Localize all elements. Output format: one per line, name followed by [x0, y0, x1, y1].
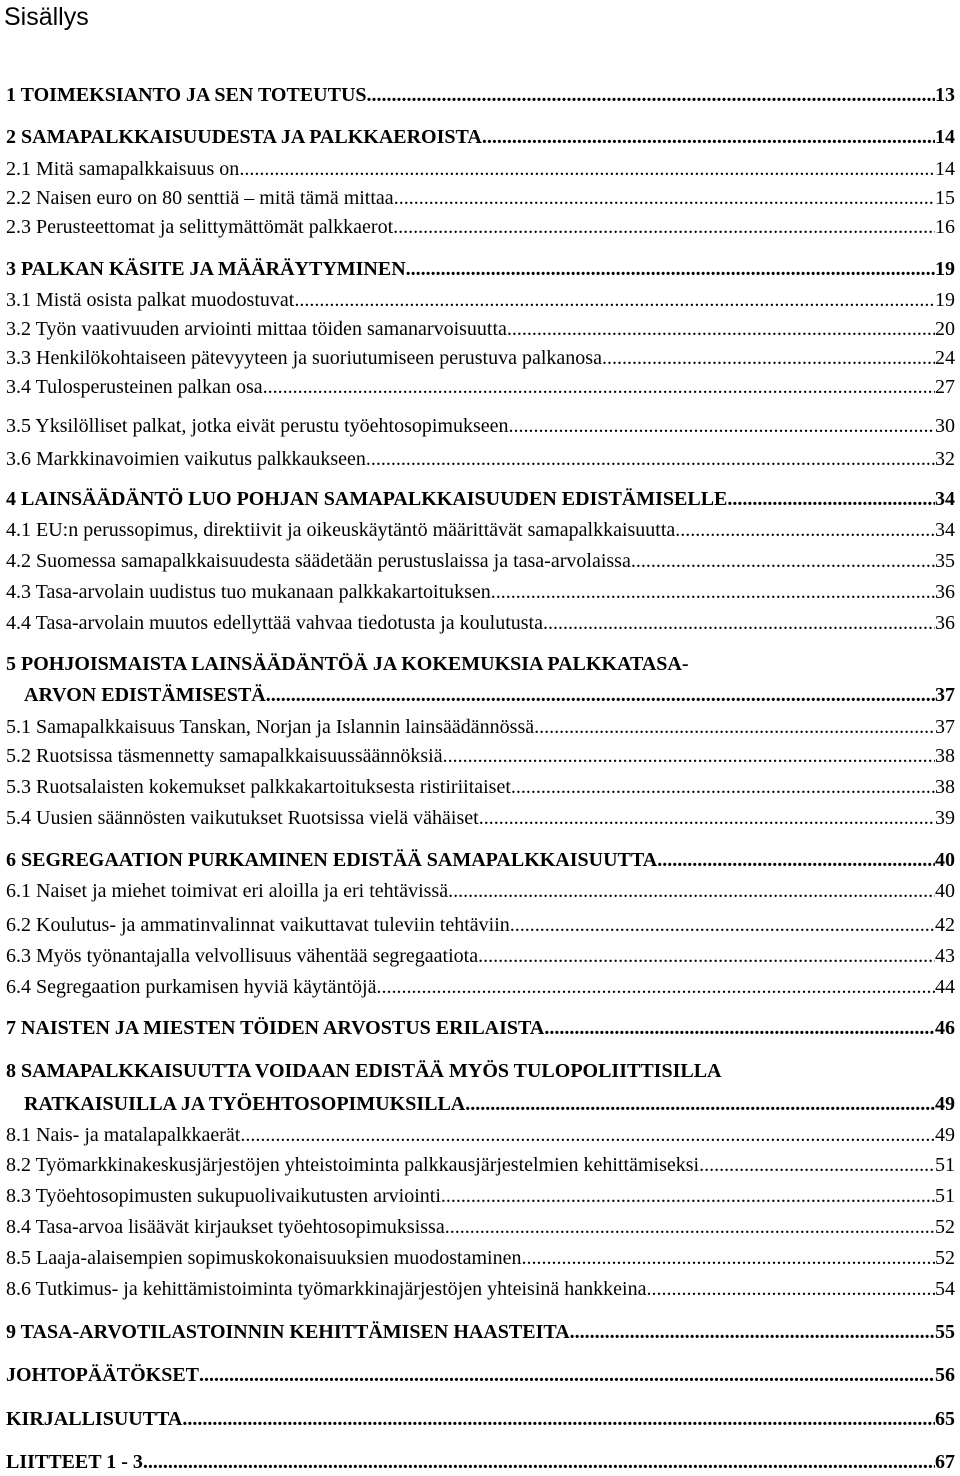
toc-chapter-entry[interactable] — [6, 1405, 955, 1433]
toc-page-number: 49 — [935, 1124, 955, 1146]
dot-leader — [199, 1361, 935, 1389]
toc-section-entry[interactable] — [6, 1275, 955, 1303]
dot-leader — [445, 1213, 935, 1241]
toc-section-entry[interactable] — [6, 1182, 955, 1210]
dot-leader — [482, 123, 935, 151]
toc-chapter-entry[interactable] — [6, 1448, 955, 1476]
dot-leader — [646, 1275, 935, 1303]
toc-page-number: 37 — [935, 716, 955, 738]
toc-section-entry[interactable] — [6, 373, 955, 401]
toc-page-number: 40 — [935, 849, 955, 871]
dot-leader — [631, 547, 935, 575]
toc-entry-title: 3.6 Markkinavoimien vaikutus palkkaukseen — [6, 448, 366, 470]
toc-entry-title: 6.2 Koulutus- ja ammatinvalinnat vaikuttavat tuleviin tehtäviin — [6, 914, 510, 936]
toc-section-entry[interactable] — [6, 1213, 955, 1241]
toc-section-entry[interactable] — [6, 315, 955, 343]
toc-section-entry[interactable] — [6, 213, 955, 241]
toc-page-number: 46 — [935, 1017, 955, 1039]
toc-entry-title: 5.1 Samapalkkaisuus Tanskan, Norjan ja Islannin lainsäädännössä — [6, 716, 535, 738]
toc-entry-title: 5.2 Ruotsissa täsmennetty samapalkkaisuussäännöksiä — [6, 745, 443, 767]
toc-entry-title: 3.4 Tulosperusteinen palkan osa — [6, 376, 263, 398]
dot-leader — [239, 155, 935, 183]
toc-section-entry[interactable] — [6, 412, 955, 440]
toc-section-entry[interactable] — [6, 1121, 955, 1149]
toc-chapter-entry[interactable] — [6, 1057, 955, 1085]
toc-page-number: 24 — [935, 347, 955, 369]
toc-entry-title: 1 TOIMEKSIANTO JA SEN TOTEUTUS — [6, 84, 367, 106]
toc-section-entry[interactable] — [6, 445, 955, 473]
dot-leader — [534, 713, 935, 741]
toc-entry-title: 6.3 Myös työnantajalla velvollisuus vähentää segregaatiota — [6, 945, 479, 967]
toc-entry-title: 4.2 Suomessa samapalkkaisuudesta säädetään perustuslaissa ja tasa-arvolaissa — [6, 550, 631, 572]
toc-entry-title: 7 NAISTEN JA MIESTEN TÖIDEN ARVOSTUS ERILAISTA — [6, 1017, 545, 1039]
toc-entry-title: LIITTEET 1 - 3. — [6, 1451, 148, 1473]
toc-entry-title: 3.3 Henkilökohtaiseen pätevyyteen ja suoriutumiseen perustuva palkanosa — [6, 347, 602, 369]
toc-page-number: 43 — [935, 945, 955, 967]
toc-section-entry[interactable] — [6, 547, 955, 575]
toc-page-number: 38 — [935, 776, 955, 798]
toc-page-number: 36 — [935, 612, 955, 634]
dot-leader — [699, 1151, 935, 1179]
toc-page-number: 42 — [935, 914, 955, 936]
toc-section-entry[interactable] — [6, 911, 955, 939]
toc-section-entry[interactable] — [6, 713, 955, 741]
toc-chapter-entry[interactable] — [6, 255, 955, 283]
toc-entry-title: 4.4 Tasa-arvolain muutos edellyttää vahvaa tiedotusta ja koulutusta — [6, 612, 543, 634]
toc-entry-title: 4.3 Tasa-arvolain uudistus tuo mukanaan palkkakartoituksen — [6, 581, 491, 603]
dot-leader — [544, 1014, 935, 1042]
toc-page-number: 44 — [935, 976, 955, 998]
dot-leader — [443, 742, 935, 770]
toc-page-number: 20 — [935, 318, 955, 340]
toc-entry-title: 2.3 Perusteettomat ja selittymättömät palkkaerot — [6, 216, 394, 238]
toc-entry-title: 5.4 Uusien säännösten vaikutukset Ruotsissa vielä vähäiset — [6, 807, 479, 829]
dot-leader — [266, 681, 935, 709]
toc-page-number: 67 — [935, 1451, 955, 1473]
dot-leader — [441, 1182, 935, 1210]
toc-section-entry[interactable] — [6, 1151, 955, 1179]
toc-entry-title: 8 SAMAPALKKAISUUTTA VOIDAAN EDISTÄÄ MYÖS TULOPOLIITTISILLA — [6, 1060, 722, 1082]
toc-page-number: 35 — [935, 550, 955, 572]
toc-page-number: 55 — [935, 1321, 955, 1343]
toc-chapter-entry[interactable] — [6, 1014, 955, 1042]
toc-entry-title: 6.1 Naiset ja miehet toimivat eri aloilla ja eri tehtävissä — [6, 880, 449, 902]
toc-page-number: 15 — [935, 187, 955, 209]
dot-leader — [727, 485, 935, 513]
toc-entry-title: 3.2 Työn vaativuuden arviointi mittaa töiden samanarvoisuutta — [6, 318, 507, 340]
toc-page-number: 27 — [935, 376, 955, 398]
toc-entry-title: 8.2 Työmarkkinakeskusjärjestöjen yhteistoiminta palkkausjärjestelmien kehittämiseksi — [6, 1154, 700, 1176]
dot-leader — [675, 516, 935, 544]
toc-page-number: 65 — [935, 1408, 955, 1430]
toc-chapter-entry[interactable] — [6, 1361, 955, 1389]
toc-page-number: 30 — [935, 415, 955, 437]
dot-leader — [543, 609, 935, 637]
toc-page-number: 40 — [935, 880, 955, 902]
toc-entry-title: 5.3 Ruotsalaisten kokemukset palkkakartoituksesta ristiriitaiset — [6, 776, 511, 798]
toc-section-entry[interactable] — [6, 155, 955, 183]
toc-entry-title: 3 PALKAN KÄSITE JA MÄÄRÄYTYMINEN — [6, 258, 406, 280]
toc-entry-title: 8.5 Laaja-alaisempien sopimuskokonaisuuksien muodostaminen — [6, 1247, 522, 1269]
toc-entry-title: 5 POHJOISMAISTA LAINSÄÄDÄNTÖÄ JA KOKEMUKSIA PALKKATASA- — [6, 653, 689, 675]
toc-section-entry[interactable] — [6, 804, 955, 832]
toc-entry-title: 8.6 Tutkimus- ja kehittämistoiminta työmarkkinajärjestöjen yhteisinä hankkeina — [6, 1278, 647, 1300]
toc-entry-title: 8.4 Tasa-arvoa lisäävät kirjaukset työehtosopimuksissa — [6, 1216, 445, 1238]
dot-leader — [657, 846, 935, 874]
toc-section-entry[interactable] — [6, 942, 955, 970]
dot-leader — [511, 773, 935, 801]
toc-section-entry[interactable] — [6, 516, 955, 544]
dot-leader — [148, 1448, 935, 1476]
toc-page-number: 51 — [935, 1154, 955, 1176]
dot-leader — [367, 81, 935, 109]
toc-entry-title: KIRJALLISUUTTA — [6, 1408, 183, 1430]
toc-entry-title: 6.4 Segregaation purkamisen hyviä käytäntöjä — [6, 976, 377, 998]
dot-leader — [479, 804, 935, 832]
toc-page-number: 39 — [935, 807, 955, 829]
toc-page-number: 49 — [935, 1093, 955, 1115]
dot-leader — [491, 578, 935, 606]
dot-leader — [521, 1244, 935, 1272]
toc-section-entry[interactable] — [6, 286, 955, 314]
toc-page-number: 38 — [935, 745, 955, 767]
dot-leader — [509, 412, 935, 440]
toc-section-entry[interactable] — [6, 609, 955, 637]
toc-entry-title: 4 LAINSÄÄDÄNTÖ LUO POHJAN SAMAPALKKAISUUDEN EDISTÄMISELLE — [6, 488, 728, 510]
dot-leader — [448, 877, 935, 905]
toc-page-number: 37 — [935, 684, 955, 706]
toc-entry-title: 9 TASA-ARVOTILASTOINNIN KEHITTÄMISEN HAASTEITA — [6, 1321, 570, 1343]
dot-leader — [294, 286, 935, 314]
toc-page-number: 52 — [935, 1247, 955, 1269]
dot-leader — [376, 973, 935, 1001]
dot-leader — [240, 1121, 935, 1149]
toc-page-number: 51 — [935, 1185, 955, 1207]
dot-leader — [507, 315, 935, 343]
dot-leader — [602, 344, 935, 372]
toc-page-number: 13 — [935, 84, 955, 106]
toc-chapter-entry[interactable] — [6, 650, 955, 678]
toc-entry-title: 2.2 Naisen euro on 80 senttiä – mitä tämä mittaa — [6, 187, 394, 209]
toc-section-entry[interactable] — [6, 578, 955, 606]
toc-chapter-entry[interactable] — [6, 1090, 955, 1118]
toc-page-number: 36 — [935, 581, 955, 603]
toc-entry-title: 6 SEGREGAATION PURKAMINEN EDISTÄÄ SAMAPALKKAISUUTTA — [6, 849, 658, 871]
toc-chapter-entry[interactable] — [6, 123, 955, 151]
toc-entry-title: ARVON EDISTÄMISESTÄ — [24, 684, 266, 706]
page-title: Sisällys — [4, 3, 89, 31]
dot-leader — [263, 373, 935, 401]
toc-section-entry[interactable] — [6, 1244, 955, 1272]
dot-leader — [393, 213, 935, 241]
toc-page-number: 34 — [935, 488, 955, 510]
toc-page-number: 52 — [935, 1216, 955, 1238]
toc-entry-title: 2.1 Mitä samapalkkaisuus on — [6, 158, 240, 180]
toc-page-number: 14 — [935, 158, 955, 180]
toc-chapter-entry[interactable] — [6, 81, 955, 109]
toc-section-entry[interactable] — [6, 344, 955, 372]
dot-leader — [465, 1090, 935, 1118]
toc-page-number: 16 — [935, 216, 955, 238]
toc-section-entry[interactable] — [6, 877, 955, 905]
toc-chapter-entry[interactable] — [6, 681, 955, 709]
toc-section-entry[interactable] — [6, 742, 955, 770]
toc-entry-title: 3.1 Mistä osista palkat muodostuvat — [6, 289, 295, 311]
toc-page-number: 14 — [935, 126, 955, 148]
dot-leader — [182, 1405, 935, 1433]
toc-page-number: 54 — [935, 1278, 955, 1300]
toc-chapter-entry[interactable] — [6, 485, 955, 513]
dot-leader — [478, 942, 935, 970]
toc-entry-title: 8.1 Nais- ja matalapalkkaerät — [6, 1124, 241, 1146]
dot-leader — [394, 184, 935, 212]
toc-entry-title: 8.3 Työehtosopimusten sukupuolivaikutusten arviointi — [6, 1185, 441, 1207]
toc-page-number: 19 — [935, 289, 955, 311]
toc-section-entry[interactable] — [6, 184, 955, 212]
dot-leader — [366, 445, 935, 473]
toc-entry-title: 2 SAMAPALKKAISUUDESTA JA PALKKAEROISTA — [6, 126, 482, 148]
toc-page-number: 32 — [935, 448, 955, 470]
dot-leader — [406, 255, 935, 283]
toc-entry-title: RATKAISUILLA JA TYÖEHTOSOPIMUKSILLA — [24, 1093, 466, 1115]
toc-chapter-entry[interactable] — [6, 1318, 955, 1346]
toc-entry-title: 4.1 EU:n perussopimus, direktiivit ja oikeuskäytäntö määrittävät samapalkkaisuutta — [6, 519, 676, 541]
dot-leader — [510, 911, 935, 939]
toc-page-number: 56 — [935, 1364, 955, 1386]
toc-entry-title: JOHTOPÄÄTÖKSET — [6, 1364, 200, 1386]
toc-section-entry[interactable] — [6, 973, 955, 1001]
toc-page-number: 34 — [935, 519, 955, 541]
toc-section-entry[interactable] — [6, 773, 955, 801]
dot-leader — [570, 1318, 935, 1346]
toc-page-number: 19 — [935, 258, 955, 280]
toc-entry-title: 3.5 Yksilölliset palkat, jotka eivät perustu työehtosopimukseen — [6, 415, 509, 437]
toc-chapter-entry[interactable] — [6, 846, 955, 874]
